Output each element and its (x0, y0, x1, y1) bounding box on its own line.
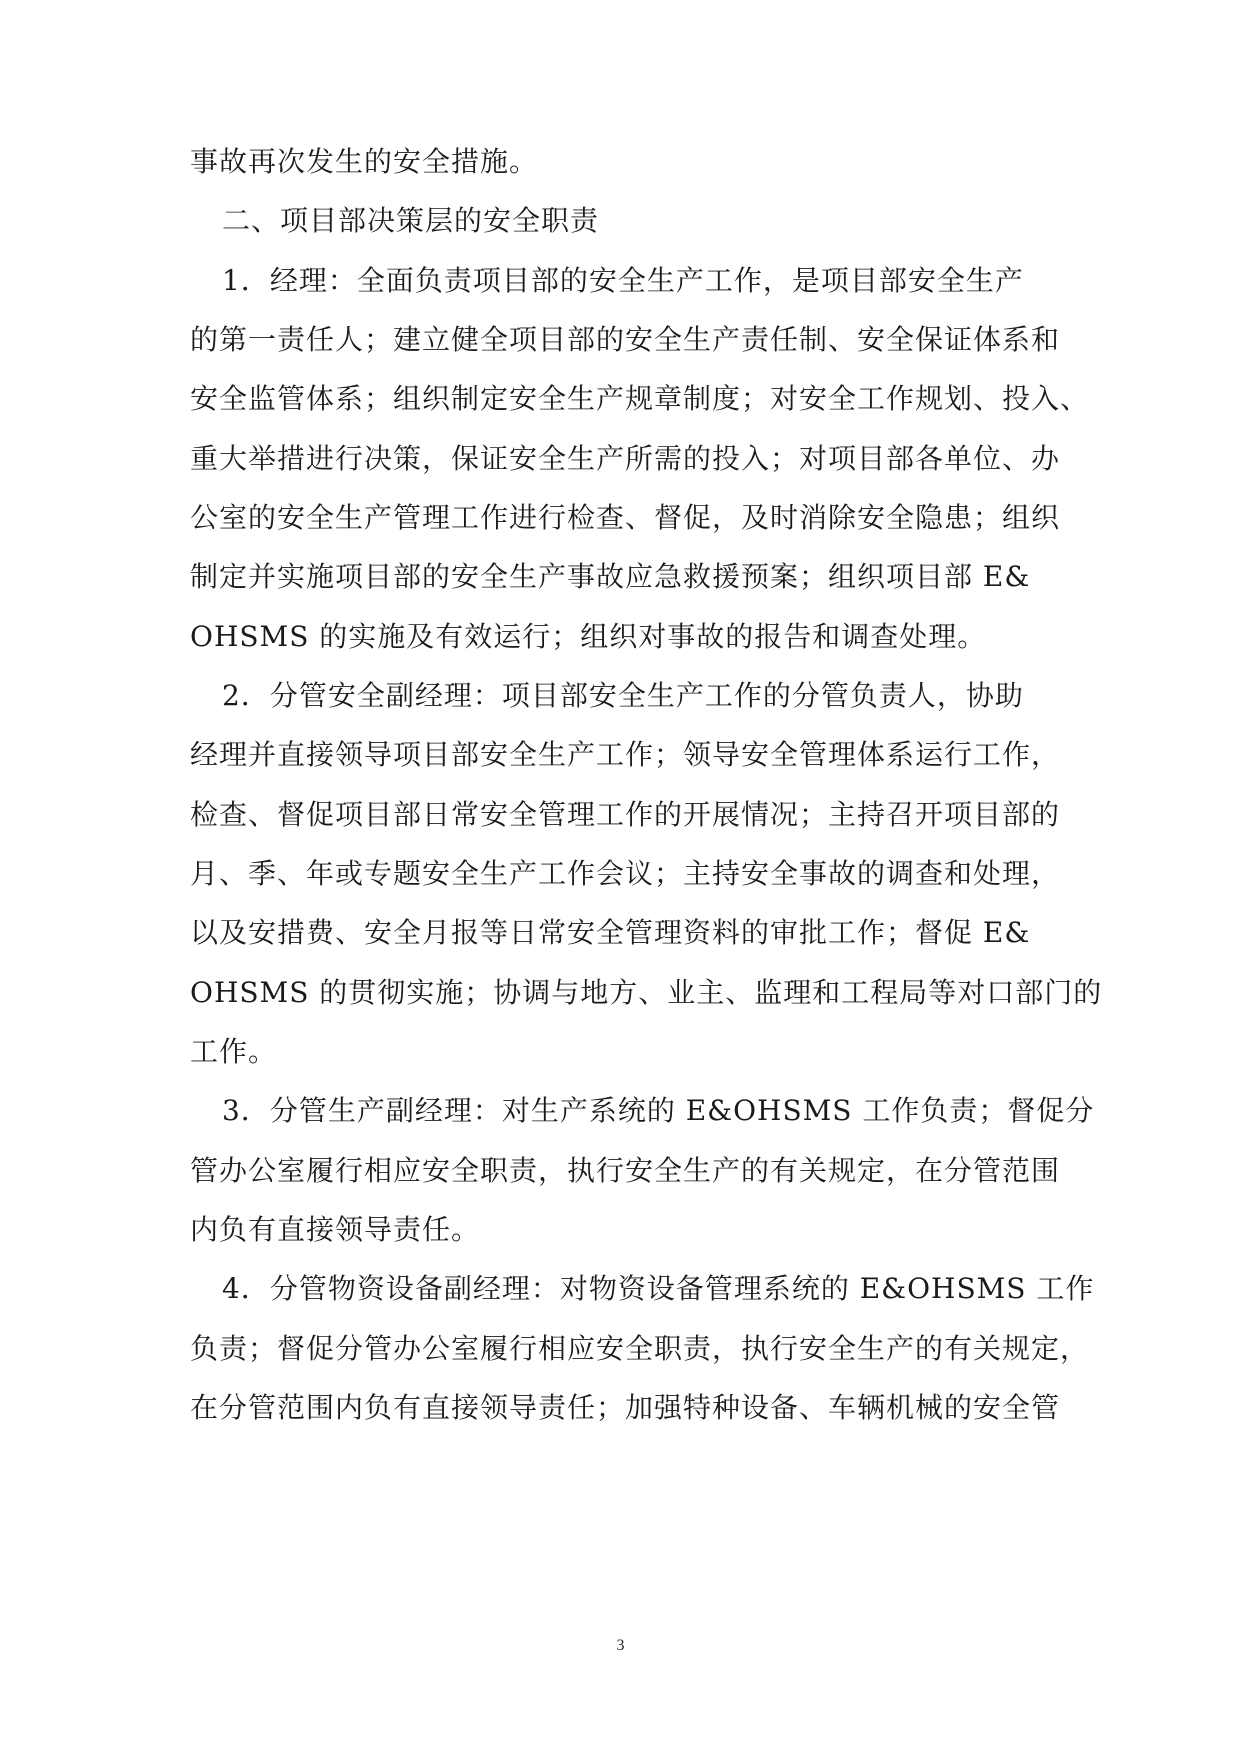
body-text-line: 公室的安全生产管理工作进行检查、督促，及时消除安全隐患；组织 (190, 501, 1061, 534)
body-text-line: 4．分管物资设备副经理：对物资设备管理系统的 E&OHSMS 工作 (222, 1272, 1095, 1305)
body-text-line: 2．分管安全副经理：项目部安全生产工作的分管负责人，协助 (222, 679, 1024, 712)
body-text-line: 安全监管体系；组织制定安全生产规章制度；对安全工作规划、投入、 (190, 382, 1090, 415)
body-text-line: 经理并直接领导项目部安全生产工作；领导安全管理体系运行工作， (190, 738, 1061, 771)
body-text-line: 在分管范围内负有直接领导责任；加强特种设备、车辆机械的安全管 (190, 1391, 1061, 1424)
body-text-line: 以及安措费、安全月报等日常安全管理资料的审批工作；督促 E& (190, 916, 1031, 949)
body-text-line: 检查、督促项目部日常安全管理工作的开展情况；主持召开项目部的 (190, 798, 1061, 831)
body-text-line: 1．经理：全面负责项目部的安全生产工作，是项目部安全生产 (222, 264, 1024, 297)
body-text-line: 的第一责任人；建立健全项目部的安全生产责任制、安全保证体系和 (190, 323, 1061, 356)
body-text-line: 月、季、年或专题安全生产工作会议；主持安全事故的调查和处理， (190, 857, 1061, 890)
body-text-line: 工作。 (190, 1035, 278, 1068)
body-text-line: 内负有直接领导责任。 (190, 1213, 481, 1246)
body-text-line: 3．分管生产副经理：对生产系统的 E&OHSMS 工作负责；督促分 (222, 1094, 1095, 1127)
page-number: 3 (616, 1637, 625, 1654)
body-text-line: 负责；督促分管办公室履行相应安全职责，执行安全生产的有关规定， (190, 1332, 1090, 1365)
body-text-line: 事故再次发生的安全措施。 (190, 145, 539, 178)
body-text-line: 重大举措进行决策，保证安全生产所需的投入；对项目部各单位、办 (190, 442, 1061, 475)
body-text-line: OHSMS 的实施及有效运行；组织对事故的报告和调查处理。 (190, 620, 987, 653)
body-text-line: 管办公室履行相应安全职责，执行安全生产的有关规定，在分管范围 (190, 1154, 1061, 1187)
body-text-line: 制定并实施项目部的安全生产事故应急救援预案；组织项目部 E& (190, 560, 1031, 593)
section-heading: 二、项目部决策层的安全职责 (222, 204, 600, 237)
body-text-line: OHSMS 的贯彻实施；协调与地方、业主、监理和工程局等对口部门的 (190, 976, 1103, 1009)
